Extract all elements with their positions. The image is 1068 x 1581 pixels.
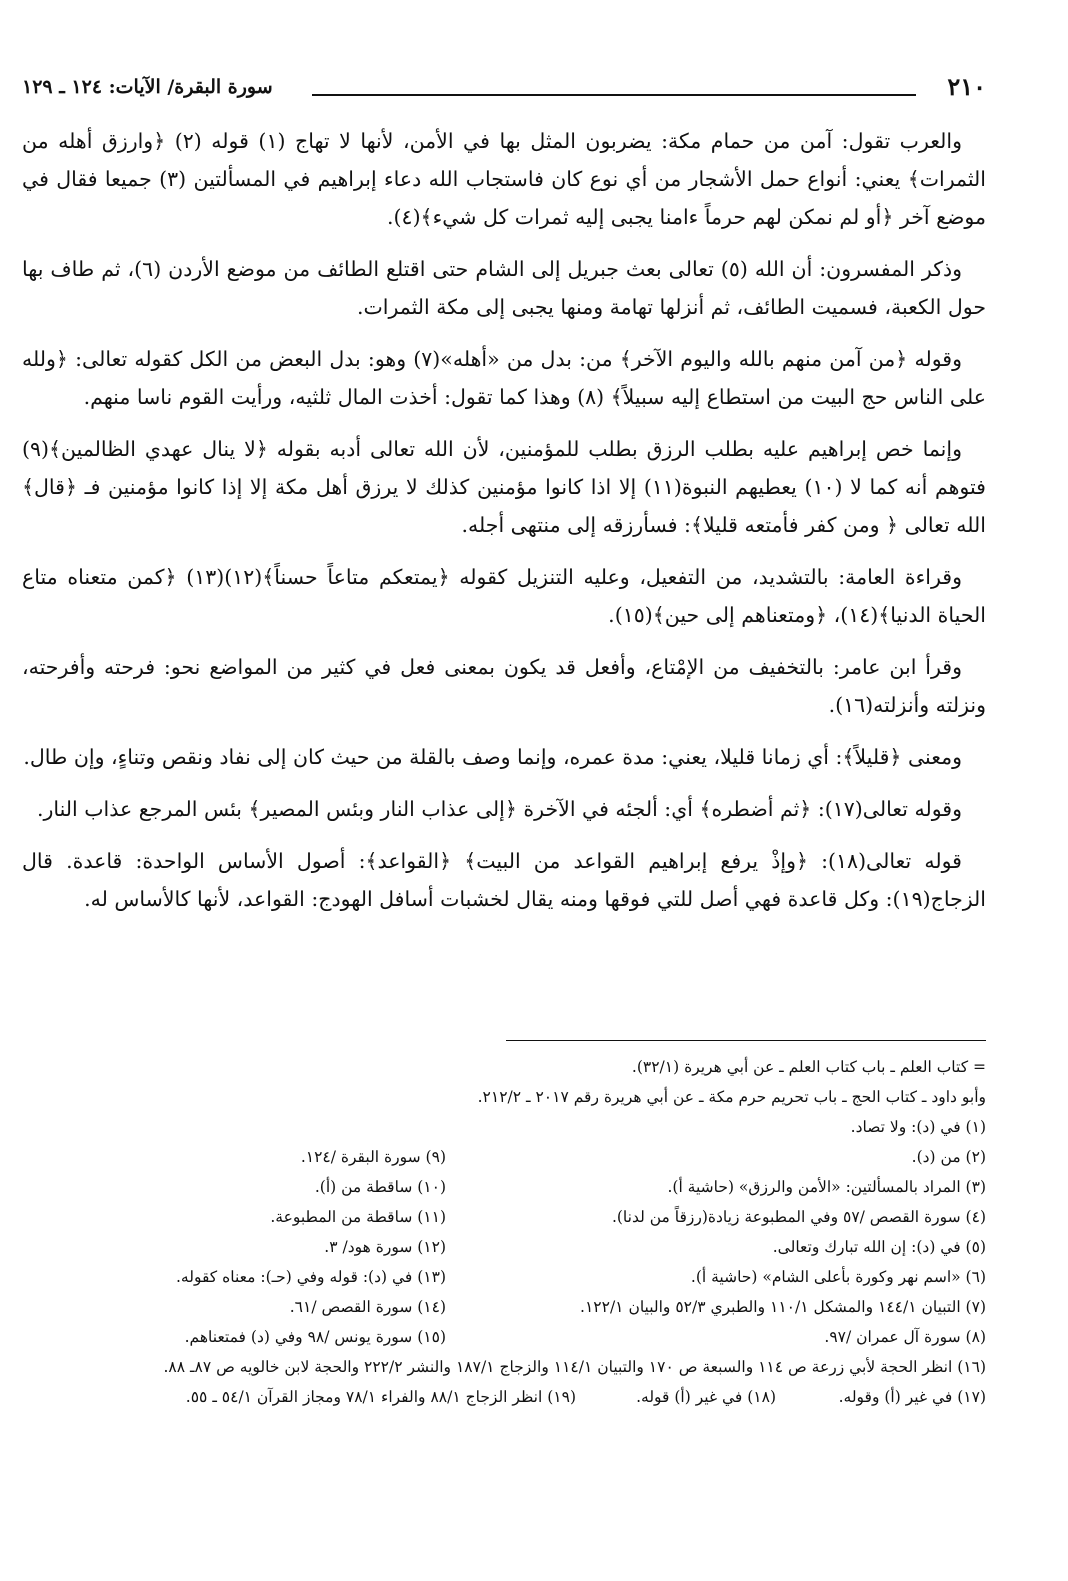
footnote: (١٦) انظر الحجة لأبي زرعة ص ١١٤ والسبعة ص ١٧٠ والتبيان ١١٤/١ والزجاج ١٨٧/١ والنشر ٢٢٢/٢ والحجة لابن خالويه ص ٨٧ـ ٨٨. — [163, 1358, 986, 1376]
footnote-continuation: وأبو داود ـ كتاب الحج ـ باب تحريم حرم مكة ـ عن أبي هريرة رقم ٢٠١٧ ـ ٢١٢/٢. — [477, 1088, 986, 1106]
paragraph: وقرأ ابن عامر: بالتخفيف من الإمْتاع، وأفعل قد يكون بمعنى فعل في كثير من المواضع نحو: فرحته وأفرحته، ونزلته وأنزلته(١٦). — [22, 655, 986, 717]
paragraph: والعرب تقول: آمن من حمام مكة: يضربون المثل بها في الأمن، لأنها لا تهاج (١) قوله (٢) ﴿وارزق أهله من الثمرات﴾ يعني: أنواع حمل الأشجار من أي نوع كان فاستجاب الله دعاء إبراهيم في المسألتين (٣) جميعا فقال في موضع آخر ﴿أو لم نمكن لهم حرماً ءامنا يجبى إليه ثمرات كل شيء﴾(٤). — [22, 129, 986, 229]
page-header — [22, 72, 986, 106]
main-text — [22, 122, 986, 932]
footnote-continuation: = كتاب العلم ـ باب كتاب العلم ـ عن أبي هريرة (٣٢/١). — [631, 1058, 986, 1076]
footnote: (٣) المراد بالمسألتين: «الأمن والرزق» (حاشية أ). — [667, 1178, 986, 1196]
footnote: (٢) من (د). — [911, 1148, 986, 1166]
paragraph: وقراءة العامة: بالتشديد، من التفعيل، وعليه التنزيل كقوله ﴿يمتعكم متاعاً حسناً﴾(١٢)(١٣) ﴿كمن متعناه متاع الحياة الدنيا﴾(١٤)، ﴿ومتعناهم إلى حين﴾(١٥). — [22, 565, 986, 627]
paragraph: وقوله ﴿من آمن منهم بالله واليوم الآخر﴾ من: بدل من «أهله»(٧) وهو: بدل البعض من الكل كقوله تعالى: ﴿ولله على الناس حج البيت من استطاع إليه سبيلاً﴾ (٨) وهذا كما تقول: أخذت المال ثلثيه، ورأيت القوم ناسا منهم. — [22, 347, 986, 409]
paragraph: وقوله تعالى(١٧): ﴿ثم أضطره﴾ أي: ألجئه في الآخرة ﴿إلى عذاب النار وبئس المصير﴾ بئس المرجع عذاب النار. — [36, 797, 962, 821]
footnote: (٩) سورة البقرة /١٢٤. — [300, 1148, 446, 1166]
running-title: سورة البقرة/ الآيات: ١٢٤ ـ ١٢٩ — [22, 76, 273, 98]
footnote: (١٨) في غير (أ) قوله. — [636, 1388, 776, 1406]
footnote: (١٢) سورة هود/ ٣. — [324, 1238, 446, 1256]
footnote: (٥) في (د): إن الله تبارك وتعالى. — [772, 1238, 986, 1256]
footnote-separator — [506, 1040, 986, 1041]
footnotes — [28, 1052, 986, 1412]
footnote: (٤) سورة القصص /٥٧ وفي المطبوعة زيادة(رزقاً من لدنا). — [611, 1208, 986, 1226]
footnote: (١٥) سورة يونس /٩٨ وفي (د) فمتعناهم. — [184, 1328, 446, 1346]
footnote: (١١) ساقطة من المطبوعة. — [270, 1208, 446, 1226]
paragraph: وإنما خص إبراهيم عليه بطلب الرزق بطلب للمؤمنين، لأن الله تعالى أدبه بقوله ﴿لا ينال عهدي الظالمين﴾(٩) فتوهم أنه كما لا (١٠) يعطيهم النبوة(١١) إلا اذا كانوا مؤمنين كذلك لا يرزق أهل مكة إلا إذا كانوا مؤمنين فـ ﴿قال﴾ الله تعالى ﴿ ومن كفر فأمتعه قليلا﴾: فسأرزقه إلى منتهى أجله. — [22, 437, 986, 537]
page-number: ٢١٠ — [947, 72, 986, 101]
footnote: (٨) سورة آل عمران /٩٧. — [824, 1328, 986, 1346]
header-rule — [312, 94, 916, 96]
footnote: (١٤) سورة القصص /٦١. — [289, 1298, 446, 1316]
paragraph: قوله تعالى(١٨): ﴿وإذْ يرفع إبراهيم القواعد من البيت﴾ ﴿القواعد﴾: أصول الأساس الواحدة: قاعدة. قال الزجاج(١٩): وكل قاعدة فهي أصل للتي فوقها ومنه يقال لخشبات أسافل الهودج: القواعد، لأنها كالأساس له. — [22, 849, 986, 911]
paragraph: ومعنى ﴿قليلاً﴾: أي زمانا قليلا، يعني: مدة عمره، وإنما وصف بالقلة من حيث كان إلى نفاد ونقص وتناءٍ، وإن طال. — [23, 745, 962, 769]
paragraph: وذكر المفسرون: أن الله (٥) تعالى بعث جبريل إلى الشام حتى اقتلع الطائف من موضع الأردن (٦)، ثم طاف بها حول الكعبة، فسميت الطائف، ثم أنزلها تهامة ومنها يجبى إلى مكة الثمرات. — [22, 257, 986, 319]
footnote: (١٣) في (د): قوله وفي (حـ): معناه كقوله. — [176, 1268, 446, 1286]
footnote: (١) في (د): ولا تصاد. — [850, 1118, 986, 1136]
footnote: (٧) التبيان ١٤٤/١ والمشكل ١١٠/١ والطبري ٥٢/٣ والبيان ١٢٢/١. — [580, 1298, 986, 1316]
footnote: (١٠) ساقطة من (أ). — [314, 1178, 446, 1196]
footnote: (١٧) في غير (أ) وقوله. — [838, 1388, 986, 1406]
footnote: (١٩) انظر الزجاج ٨٨/١ والفراء ٧٨/١ ومجاز القرآن ٥٤/١ ـ ٥٥. — [185, 1388, 576, 1406]
footnote: (٦) «اسم نهر وكورة بأعلى الشام» (حاشية أ). — [690, 1268, 986, 1286]
